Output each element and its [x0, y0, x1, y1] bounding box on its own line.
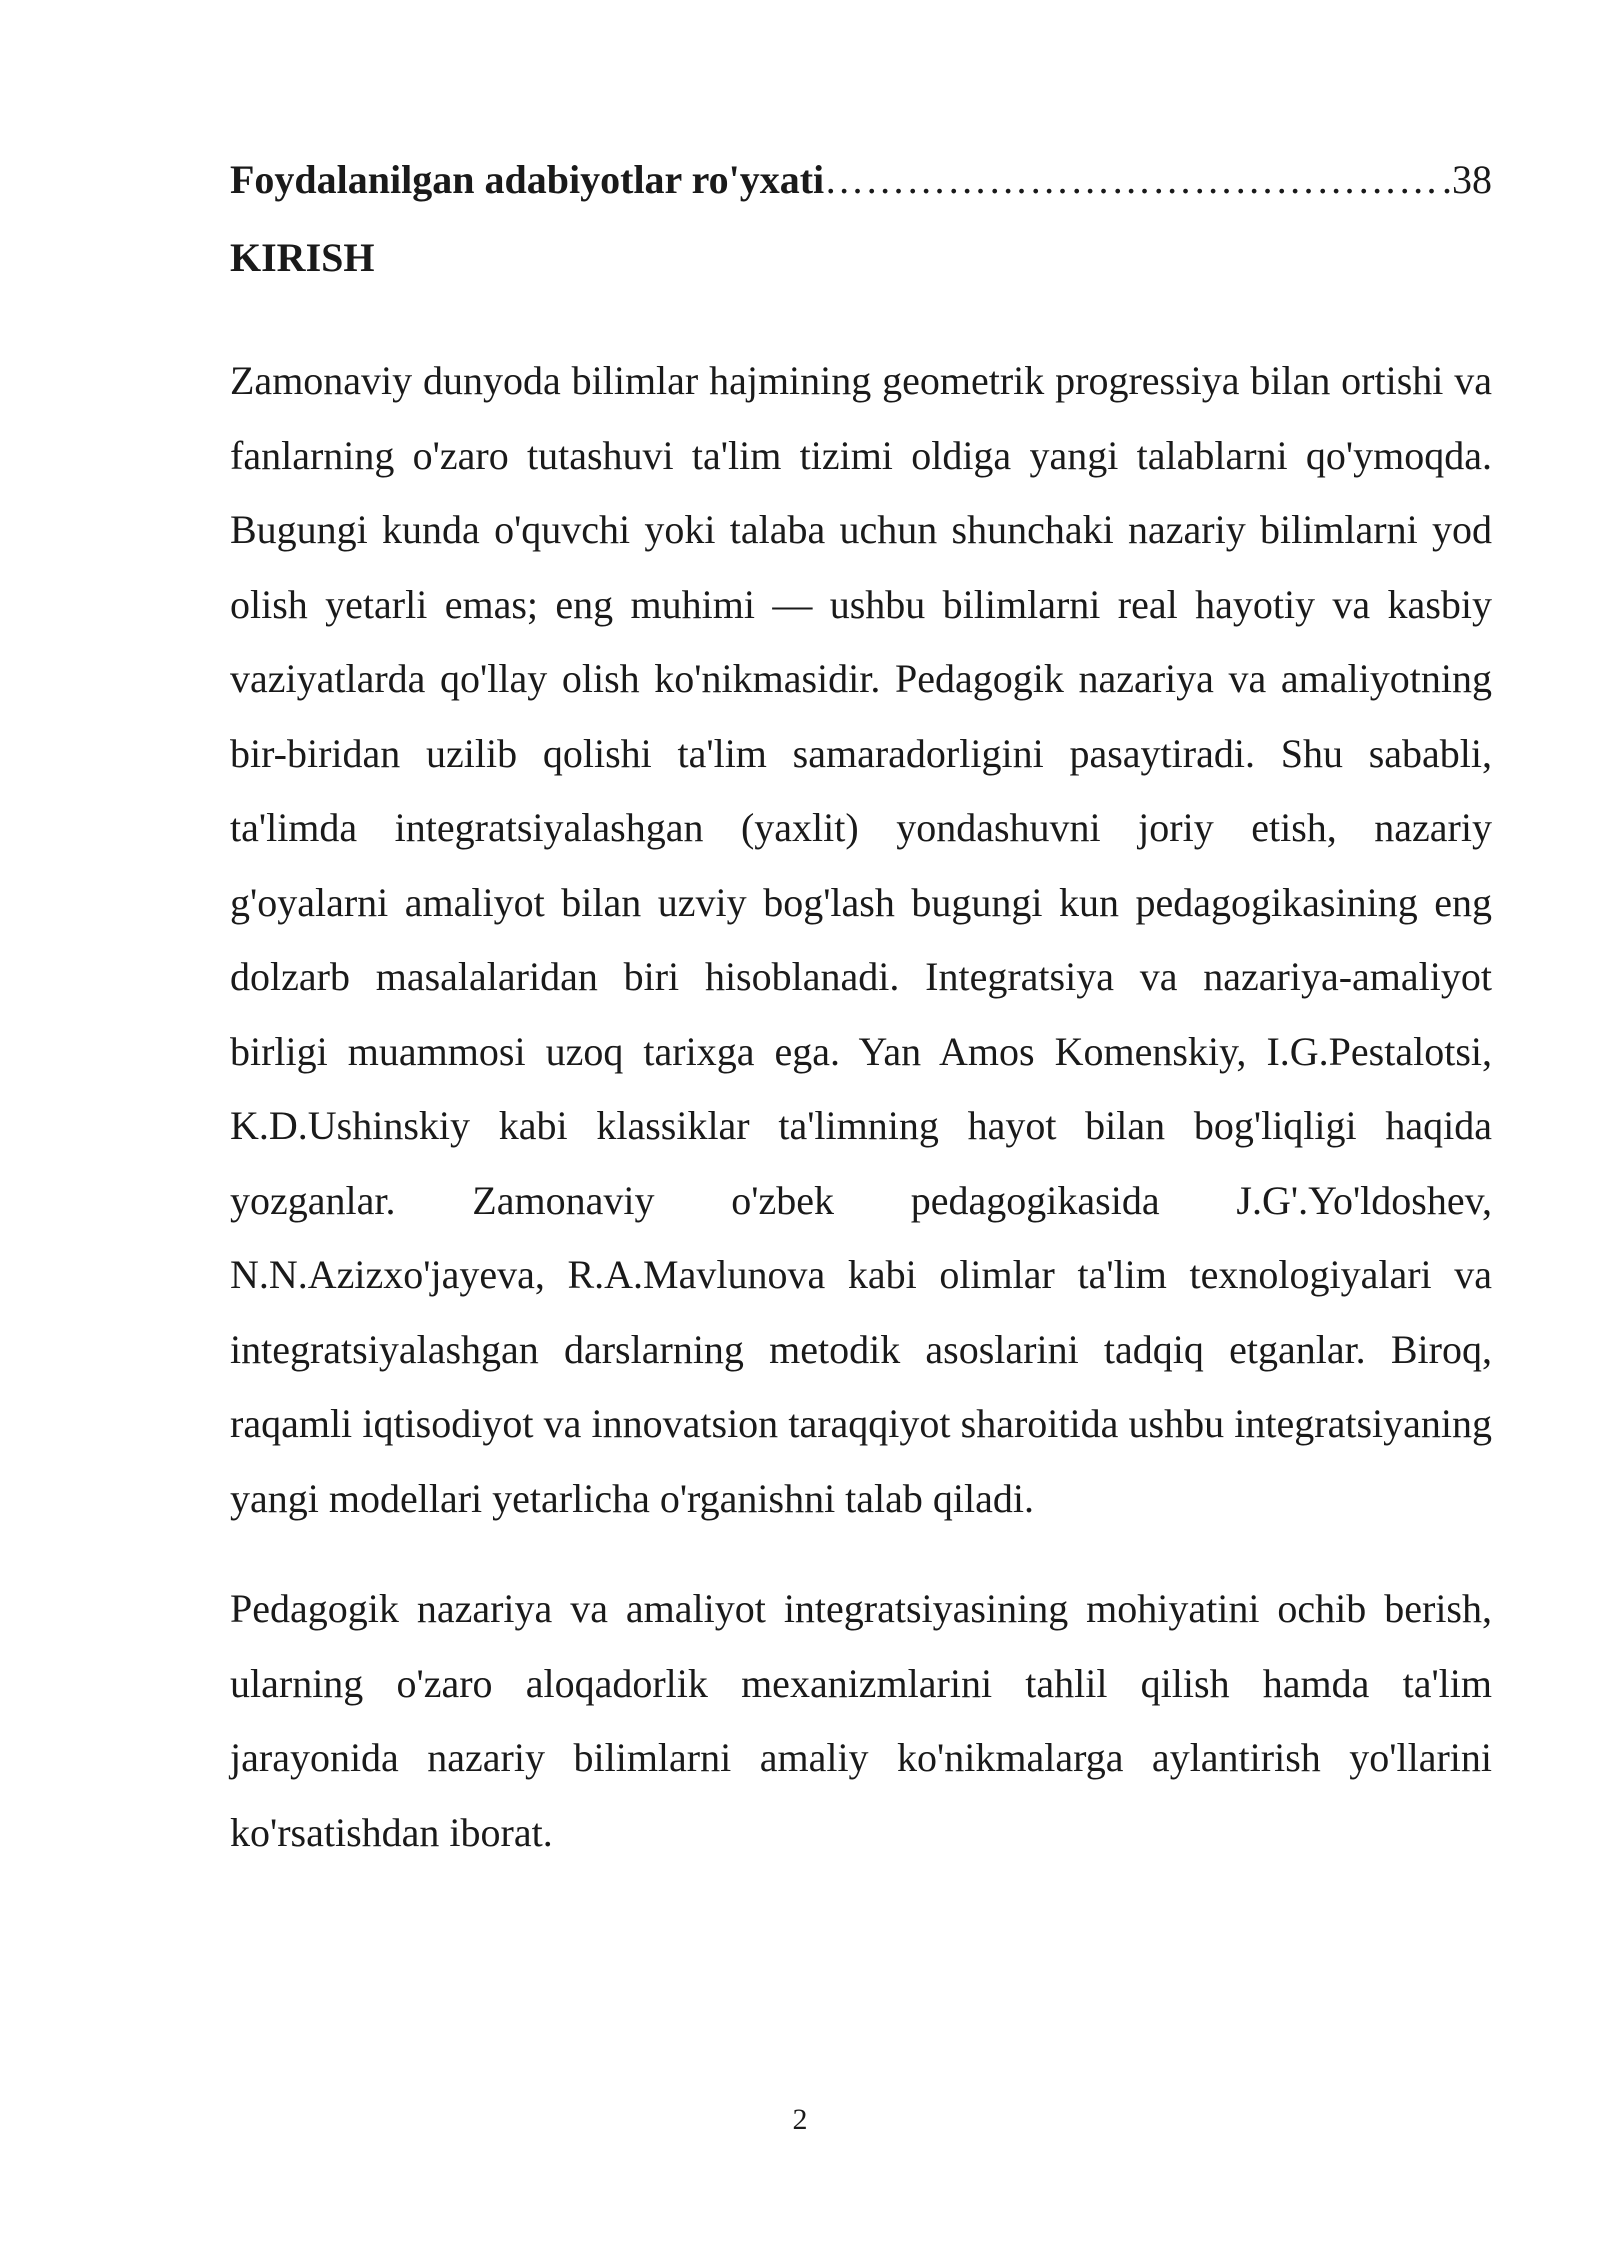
body-paragraph: Zamonaviy dunyoda bilimlar hajmining geometrik progressiya bilan ortishi va fanlarning o'zaro tutashuvi ta'lim tizimi oldiga yangi talablarni qo'ymoqda. Bugungi kunda o'quvchi yoki talaba uchun shunchaki nazariy bilimlarni yod olish yetarli emas; eng muhimi — ushbu bilimlarni real hayotiy va kasbiy vaziyatlarda qo'llay olish ko'nikmasidir. Pedagogik nazariya va amaliyotning bir-biridan uzilib qolishi ta'lim samaradorligini pasaytiradi. Shu sababli, ta'limda integratsiyalashgan (yaxlit) yondashuvni joriy etish, nazariy g'oyalarni amaliyot bilan uzviy bog'lash bugungi kun pedagogikasining eng dolzarb masalalaridan biri hisoblanadi. Integratsiya va nazariya-amaliyot birligi muammosi uzoq tarixga ega. Yan Amos Komenskiy, I.G.Pestalotsi, K.D.Ushinskiy kabi klassiklar ta'limning hayot bilan bog'liqligi haqida yozganlar. Zamonaviy o'zbek pedagogikasida J.G'.Yo'ldoshev, N.N.Azizxo'jayeva, R.A.Mavlunova kabi olimlar ta'lim texnologiyalari va integratsiyalashgan darslarning metodik asoslarini tadqiq etganlar. Biroq, raqamli iqtisodiyot va innovatsion taraqqiyot sharoitida ushbu integratsiyaning yangi modellari yetarlicha o'rganishni talab qiladi.: [230, 358, 1492, 1521]
page-number: 2: [792, 2103, 808, 2136]
document-page: [230, 140, 1492, 1870]
toc-leader-dots: [824, 140, 1442, 220]
section-heading: KIRISH: [230, 235, 375, 280]
toc-entry: [230, 140, 1492, 220]
toc-entry-page: .38: [1442, 157, 1492, 202]
toc-entry-title: Foydalanilgan adabiyotlar ro'yxati: [230, 157, 825, 202]
body-paragraph: Pedagogik nazariya va amaliyot integratsiyasining mohiyatini ochib berish, ularning o'zaro aloqadorlik mexanizmlarini tahlil qilish hamda ta'lim jarayonida nazariy bilimlarni amaliy ko'nikmalarga aylantirish yo'llarini ko'rsatishdan iborat.: [230, 1586, 1492, 1855]
